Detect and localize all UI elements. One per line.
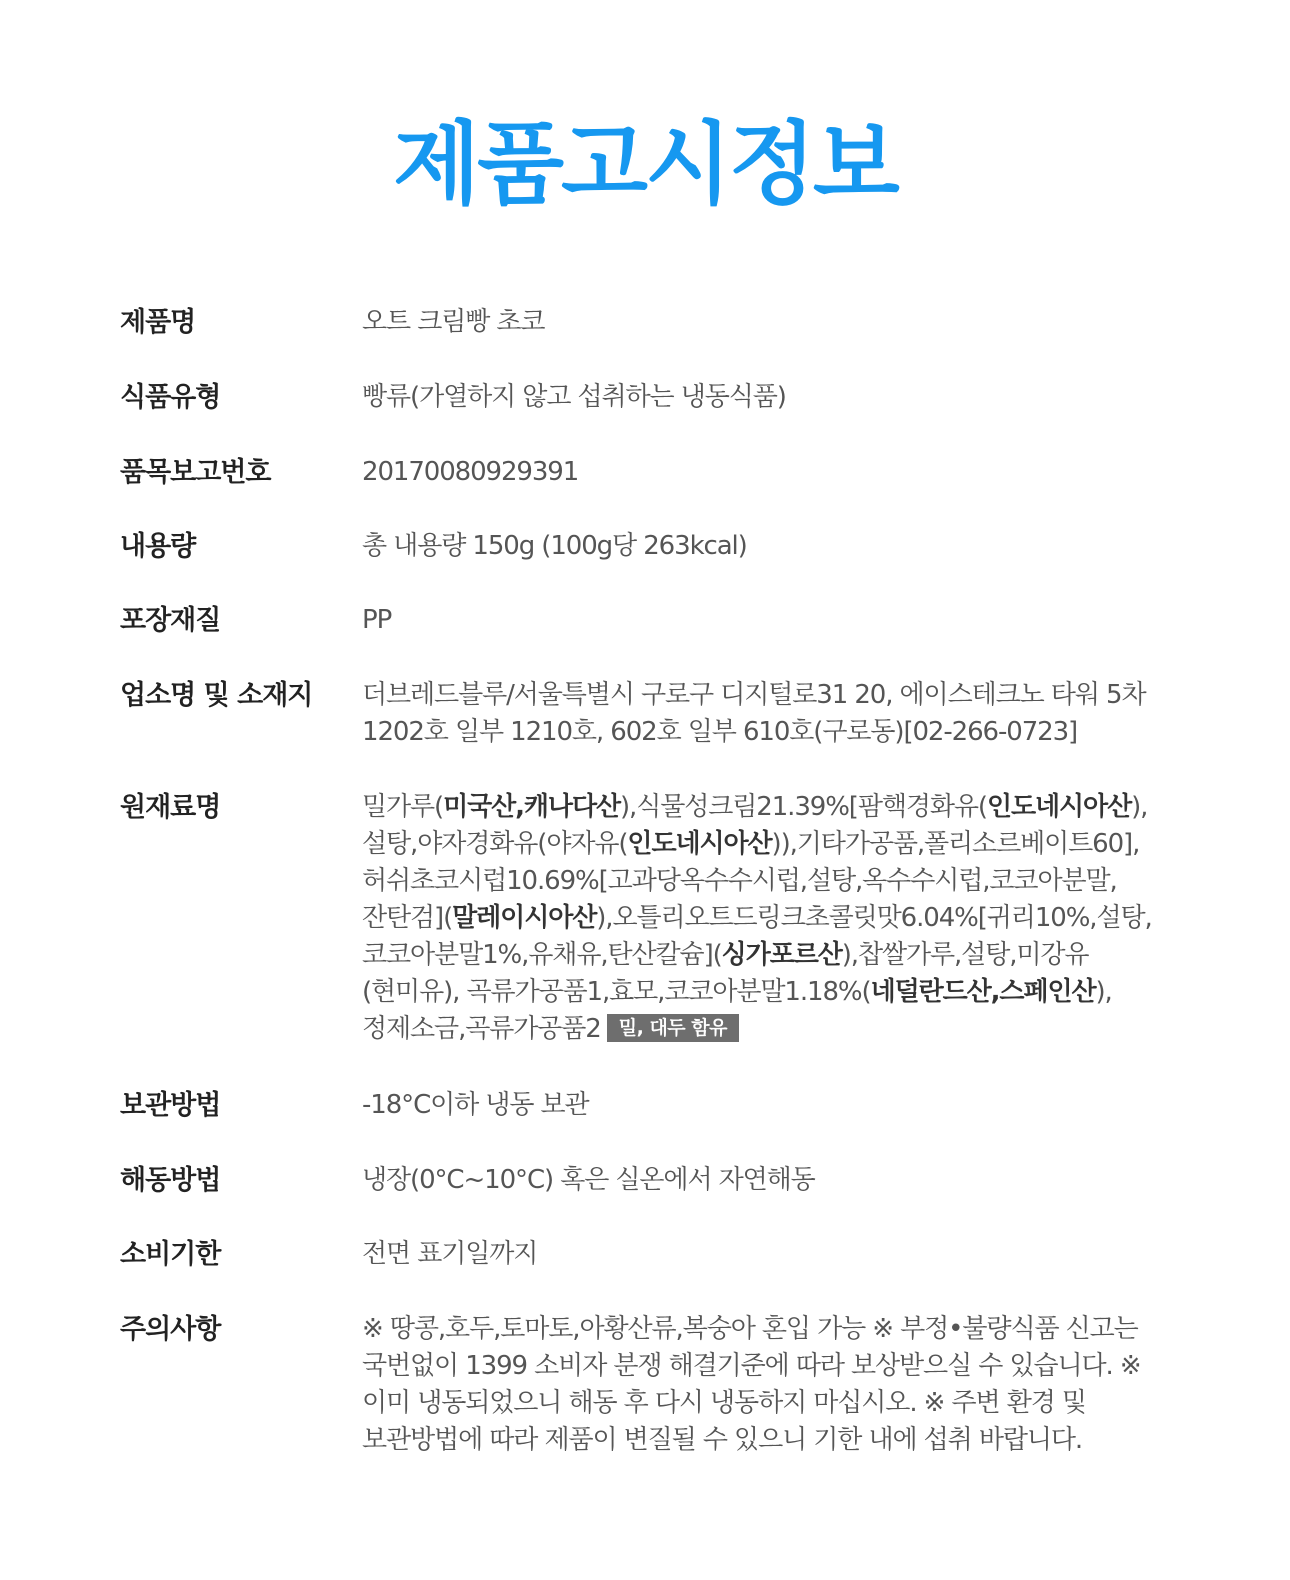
value-product-name: 오트 크림빵 초코 bbox=[362, 307, 545, 337]
row-product-name bbox=[120, 301, 1180, 376]
row-ingredients bbox=[120, 786, 1180, 1084]
value-packaging: PP bbox=[362, 605, 392, 635]
value-storage: -18°C이하 냉동 보관 bbox=[362, 1090, 589, 1120]
row-storage bbox=[120, 1084, 1180, 1159]
label-thawing: 해동방법 bbox=[120, 1165, 221, 1196]
allergen-badge: 밀, 대두 함유 bbox=[607, 1014, 739, 1042]
product-info-table bbox=[120, 301, 1180, 1468]
value-notice: ※ 땅콩,호두,토마토,아황산류,복숭아 혼입 가능 ※ 부정•불량식품 신고는 국번없이 1399 소비자 분쟁 해결기준에 따라 보상받으실 수 있습니다. ※ 이미 냉동되었으니 해동 후 다시 냉동하지 마십시오. ※ 주변 환경 및 보관방법에 따라 제품이 변질될 수 있으니 기한 내에 섭취 바랍니다. bbox=[362, 1314, 1141, 1455]
row-volume bbox=[120, 525, 1180, 599]
ingredients-origin: 인도네시아산 bbox=[627, 829, 772, 859]
ingredients-origin: 싱가포르산 bbox=[721, 940, 842, 970]
label-expiry: 소비기한 bbox=[120, 1239, 221, 1270]
label-notice: 주의사항 bbox=[120, 1314, 221, 1345]
value-report-number: 20170080929391 bbox=[362, 457, 579, 487]
row-expiry bbox=[120, 1233, 1180, 1308]
label-report-number: 품목보고번호 bbox=[120, 457, 271, 488]
ingredients-origin: 미국산,캐나다산 bbox=[443, 792, 620, 822]
ingredients-text: ),찹쌀가루,설탕,미강유(현미유), 곡류가공품1,효모,코코아분말1.18%( bbox=[362, 940, 1089, 1007]
label-product-name: 제품명 bbox=[120, 307, 196, 338]
ingredients-origin: 네덜란드산,스페인산 bbox=[870, 977, 1096, 1007]
label-food-type: 식품유형 bbox=[120, 382, 221, 413]
ingredients-text: ), 설탕,야자경화유(야자유( bbox=[362, 792, 1148, 859]
label-volume: 내용량 bbox=[120, 531, 196, 562]
ingredients-text: ),식물성크림21.39%[팜핵경화유( bbox=[619, 792, 987, 822]
ingredients-text: ),오틀리오트드링크초콜릿맛6.04%[귀리10%,설탕,코코아분말1%,유채유,탄산칼슘]( bbox=[362, 903, 1152, 970]
ingredients-origin: 인도네시아산 bbox=[986, 792, 1132, 822]
value-thawing: 냉장(0°C~10°C) 혹은 실온에서 자연해동 bbox=[362, 1165, 815, 1195]
row-food-type bbox=[120, 376, 1180, 451]
row-report-number bbox=[120, 451, 1180, 525]
value-volume: 총 내용량 150g (100g당 263kcal) bbox=[362, 531, 747, 561]
row-packaging bbox=[120, 599, 1180, 674]
label-ingredients: 원재료명 bbox=[120, 792, 221, 823]
label-manufacturer: 업소명 및 소재지 bbox=[120, 680, 313, 711]
label-storage: 보관방법 bbox=[120, 1090, 221, 1121]
row-manufacturer bbox=[120, 674, 1180, 786]
ingredients-origin: 말레이시아산 bbox=[452, 903, 597, 933]
ingredients-text: 밀가루( bbox=[362, 792, 444, 822]
page-title: 제품고시정보 bbox=[393, 112, 897, 217]
ingredients-text: )),기타가공품,폴리소르베이트60], 허쉬초코시럽10.69%[고과당옥수수시럽,설탕,옥수수시럽,코코아분말,잔탄검]( bbox=[362, 829, 1140, 933]
row-notice bbox=[120, 1308, 1180, 1468]
label-packaging: 포장재질 bbox=[120, 605, 221, 636]
ingredients-text: ),정제소금,곡류가공품2 bbox=[362, 977, 1112, 1044]
value-manufacturer: 더브레드블루/서울특별시 구로구 디지털로31 20, 에이스테크노 타워 5차 1202호 일부 1210호, 602호 일부 610호(구로동)[02-266-0723] bbox=[362, 680, 1146, 747]
value-expiry: 전면 표기일까지 bbox=[362, 1239, 538, 1269]
value-ingredients bbox=[362, 786, 1180, 1048]
value-food-type: 빵류(가열하지 않고 섭취하는 냉동식품) bbox=[362, 382, 786, 412]
row-thawing bbox=[120, 1159, 1180, 1233]
